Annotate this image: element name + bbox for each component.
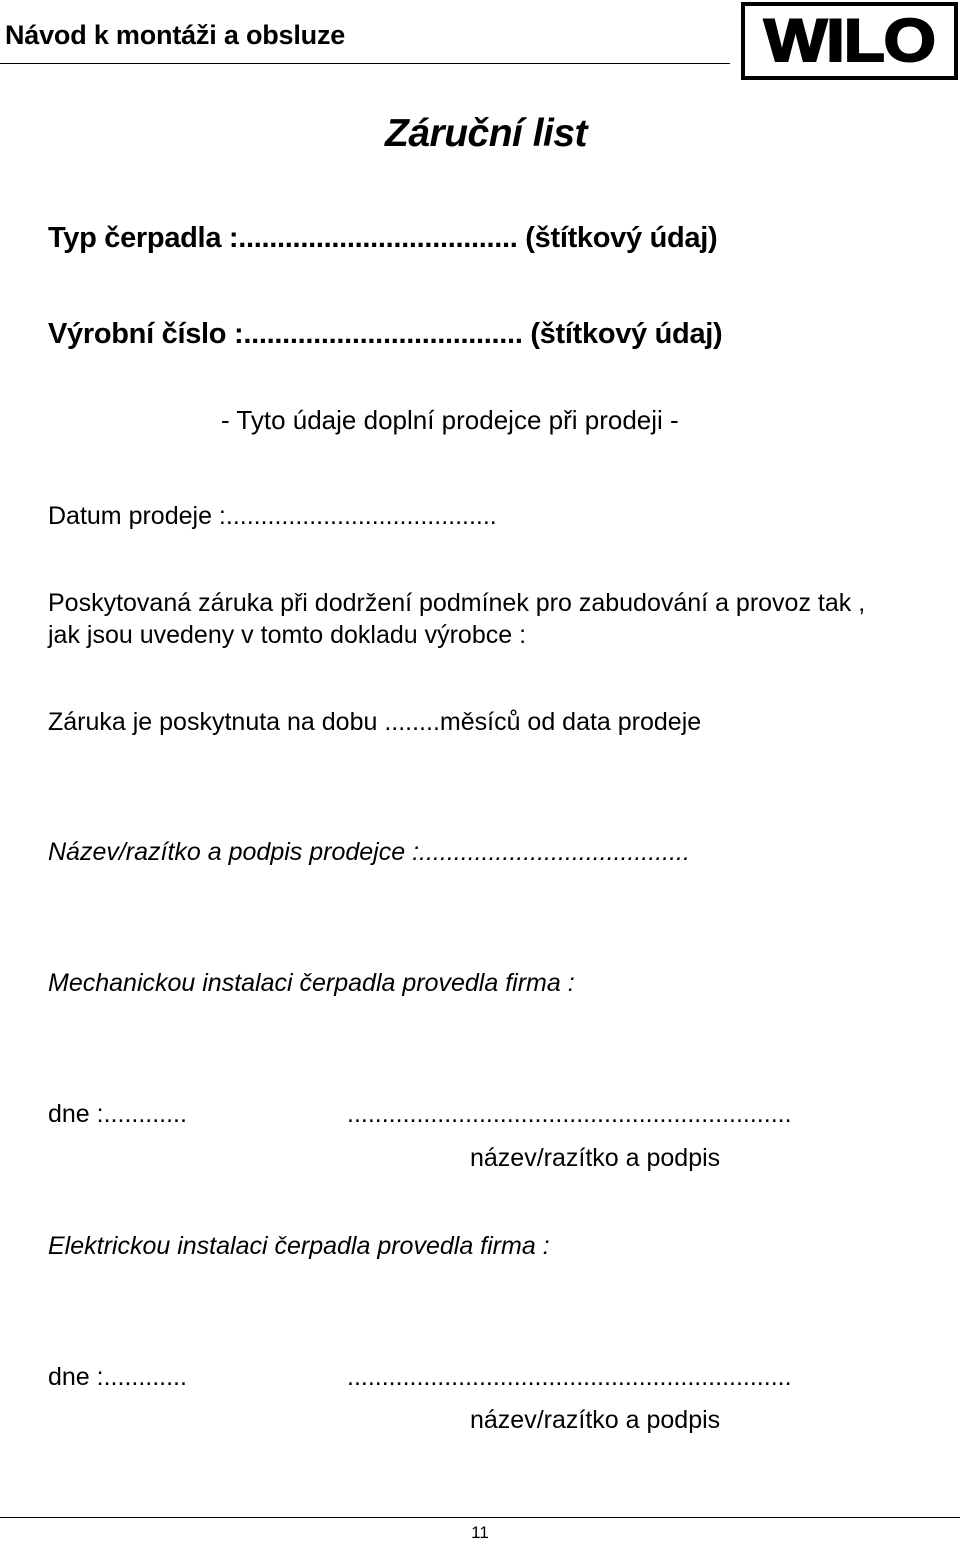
logo-text: WILO bbox=[764, 7, 935, 74]
electrical-install-label: Elektrickou instalaci čerpadla provedla firma : bbox=[48, 1232, 550, 1260]
mechanical-install-label: Mechanickou instalaci čerpadla provedla firma : bbox=[48, 969, 575, 997]
mechanical-install-signature-label: název/razítko a podpis bbox=[470, 1144, 721, 1172]
electrical-install-signature-label: název/razítko a podpis bbox=[470, 1406, 721, 1434]
mechanical-install-date: dne :............ bbox=[48, 1100, 187, 1128]
electrical-install-date: dne :............ bbox=[48, 1363, 187, 1391]
dealer-note: - Tyto údaje doplní prodejce při prodeji - bbox=[221, 405, 679, 435]
mechanical-install-signature-line: ................................................................ bbox=[347, 1100, 792, 1128]
warranty-period-field: Záruka je poskytnuta na dobu ........měsíců od data prodeje bbox=[48, 708, 702, 736]
manual-title: Návod k montáži a obsluze bbox=[5, 20, 346, 50]
document-title: Záruční list bbox=[385, 112, 588, 155]
seller-signature-field: Název/razítko a podpis prodejce :....................................... bbox=[48, 838, 690, 866]
warranty-intro-line-2: jak jsou uvedeny v tomto dokladu výrobce : bbox=[48, 621, 527, 649]
warranty-intro-line-1: Poskytovaná záruka při dodržení podmínek pro zabudování a provoz tak , bbox=[48, 589, 866, 617]
footer-divider bbox=[0, 1517, 960, 1518]
wilo-logo bbox=[741, 2, 958, 80]
serial-number-field: Výrobní číslo :.................................... (štítkový údaj) bbox=[48, 318, 723, 350]
pump-type-field: Typ čerpadla :.................................... (štítkový údaj) bbox=[48, 222, 718, 254]
electrical-install-signature-line: ................................................................ bbox=[347, 1363, 792, 1391]
sale-date-field: Datum prodeje :....................................... bbox=[48, 502, 497, 530]
page-number: 11 bbox=[471, 1523, 489, 1542]
header-divider bbox=[0, 63, 730, 64]
